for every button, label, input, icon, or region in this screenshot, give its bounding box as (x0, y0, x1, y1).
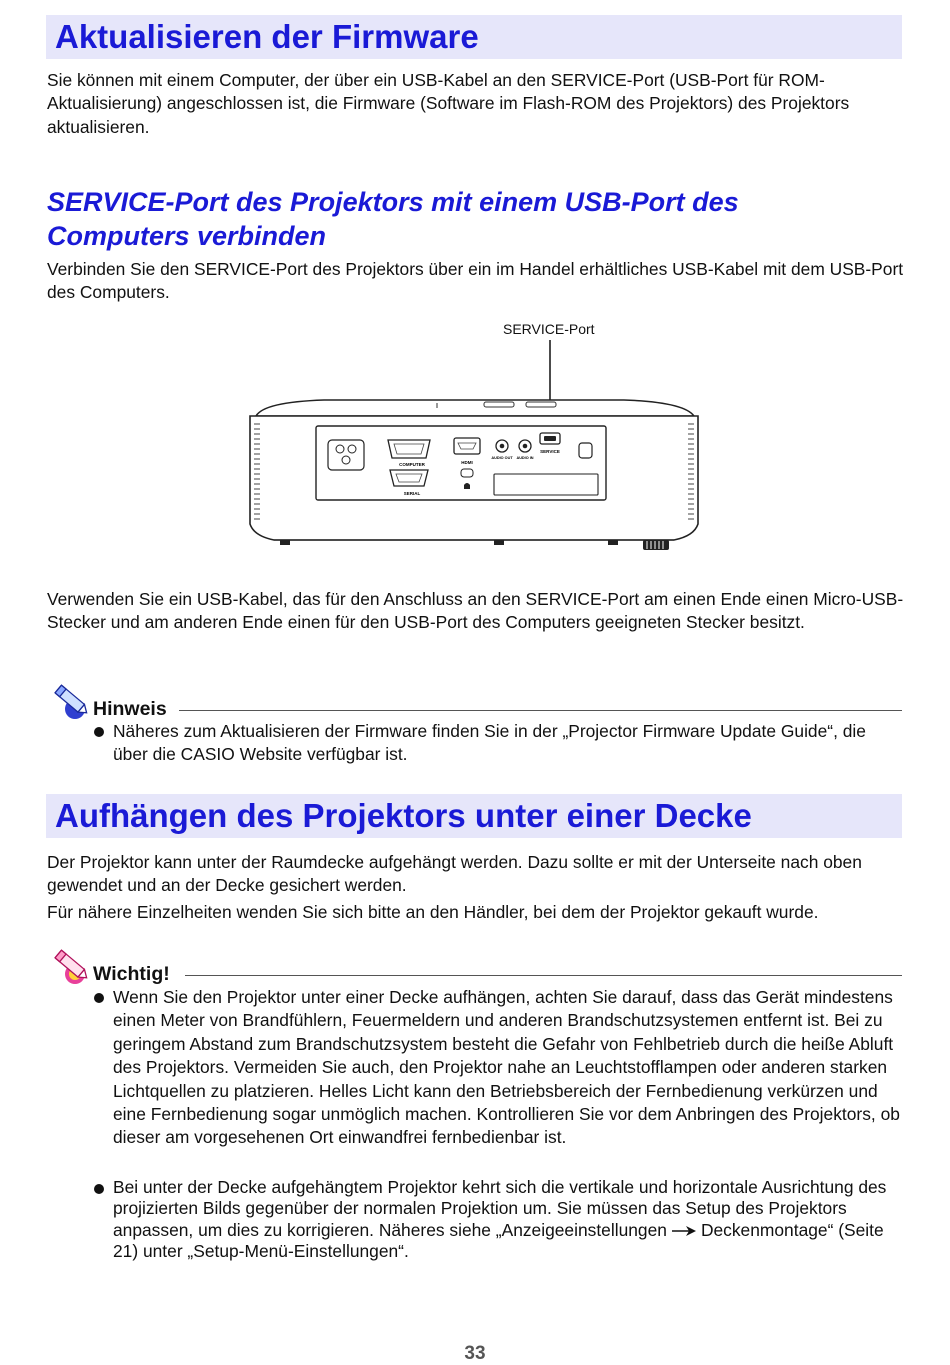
label-strip (494, 474, 598, 495)
pencil-icon (47, 680, 91, 720)
ir-receiver (579, 443, 592, 458)
cable-requirements: Verwenden Sie ein USB-Kabel, das für den Anschluss an den SERVICE-Port am einen Ende einen Micro-USB-Stecker und am anderen Ende einen für den USB-Port des Computers geeigneten Stecker besitzt. (47, 589, 904, 633)
wichtig-header (47, 945, 902, 985)
warning-pencil-icon (47, 945, 91, 985)
bullet-dot (94, 993, 104, 1003)
top-vent-1 (484, 402, 514, 407)
subsection-title-line1: SERVICE-Port des Projektors mit einem USB-Port des (47, 187, 739, 217)
bullet-dot (94, 1184, 104, 1194)
power-socket (328, 440, 364, 470)
bullet-dot (94, 727, 104, 737)
hinweis-label: Hinweis (93, 698, 167, 720)
arrow-right-icon (671, 1225, 697, 1237)
projector-top-edge (256, 400, 694, 416)
service-port-label: SERVICE (540, 449, 560, 454)
hdmi-port-label: HDMI (461, 460, 473, 465)
wichtig-item-2: Bei unter der Decke aufgehängtem Projektor kehrt sich die vertikale und horizontale Ausrichtung des projizierten Bilds gegenüber der normalen Projektion um. Sie müssen das Setup des Projektors anpassen, um dies zu korrigieren. Näheres siehe „Anzeigeeinstellungen Deckenmontage“ (Seite 21) unter „Setup-Menü-Einstellungen“. (113, 1177, 903, 1263)
service-port-callout: SERVICE-Port (503, 321, 595, 337)
firmware-intro: Sie können mit einem Computer, der über ein USB-Kabel an den SERVICE-Port (USB-Port für ROM-Aktualisierung) angeschlossen ist, die Firmware (Software im Flash-ROM des Projektors) des Projektors aktualisieren. (47, 70, 850, 137)
serial-port-label: SERIAL (403, 491, 421, 496)
ceiling-body-1: Der Projektor kann unter der Raumdecke aufgehängt werden. Dazu sollte er mit der Unterseite nach oben gewendet und an der Decke gesichert werden. (47, 852, 862, 896)
audio-out-label: AUDIO OUT (491, 456, 513, 460)
foot-right (608, 540, 618, 545)
hinweis-header (47, 680, 902, 720)
foot-left (280, 540, 290, 545)
audio-in-label: AUDIO IN (516, 456, 534, 460)
subsection-title (47, 185, 907, 253)
hinweis-item: Näheres zum Aktualisieren der Firmware finden Sie in der „Projector Firmware Update Guide“, die über die CASIO Website verfügbar ist. (113, 720, 903, 767)
computer-port-label: COMPUTER (399, 462, 425, 467)
ceiling-body-2: Für nähere Einzelheiten wenden Sie sich bitte an den Händler, bei dem der Projektor gekauft wurde. (47, 902, 819, 922)
wichtig-label: Wichtig! (93, 963, 170, 985)
wichtig-item-1: Wenn Sie den Projektor unter einer Decke aufhängen, achten Sie darauf, dass das Gerät mindestens einen Meter von Brandfühlern, Feuermeldern und anderen Brandschutzsystemen entfernt ist. Bei zu geringem Abstand zum Brandschutzsystem besteht die Gefahr von Fehlbetrieb durch die heiße Abluft des Projektors. Vermeiden Sie auch, den Projektor nahe an Leuchtstofflampen oder anderen starken Lichtquellen zu platzieren. Helles Licht kann den Betriebsbereich der Fernbedienung verkürzen und eine Fernbedienung sogar unmöglich machen. Kontrollieren Sie vor dem Anbringen des Projektors, ob dieser am vorgesehenen Ort einwandfrei fernbedienbar ist. (113, 986, 903, 1150)
subsection-title-line2: Computers verbinden (47, 221, 327, 251)
wichtig-rule (185, 975, 902, 976)
section-title-firmware: Aktualisieren der Firmware (46, 15, 902, 59)
security-slot (461, 469, 473, 477)
projector-rear-illustration (244, 336, 704, 554)
foot-center (494, 540, 504, 545)
top-vent-2 (526, 402, 556, 407)
page-number: 33 (464, 1343, 486, 1364)
connect-instructions: Verbinden Sie den SERVICE-Port des Projektors über ein im Handel erhältliches USB-Kabel mit dem USB-Port des Computers. (47, 259, 904, 303)
hinweis-rule (179, 710, 902, 711)
section-title-ceiling: Aufhängen des Projektors unter einer Decke (46, 794, 902, 838)
